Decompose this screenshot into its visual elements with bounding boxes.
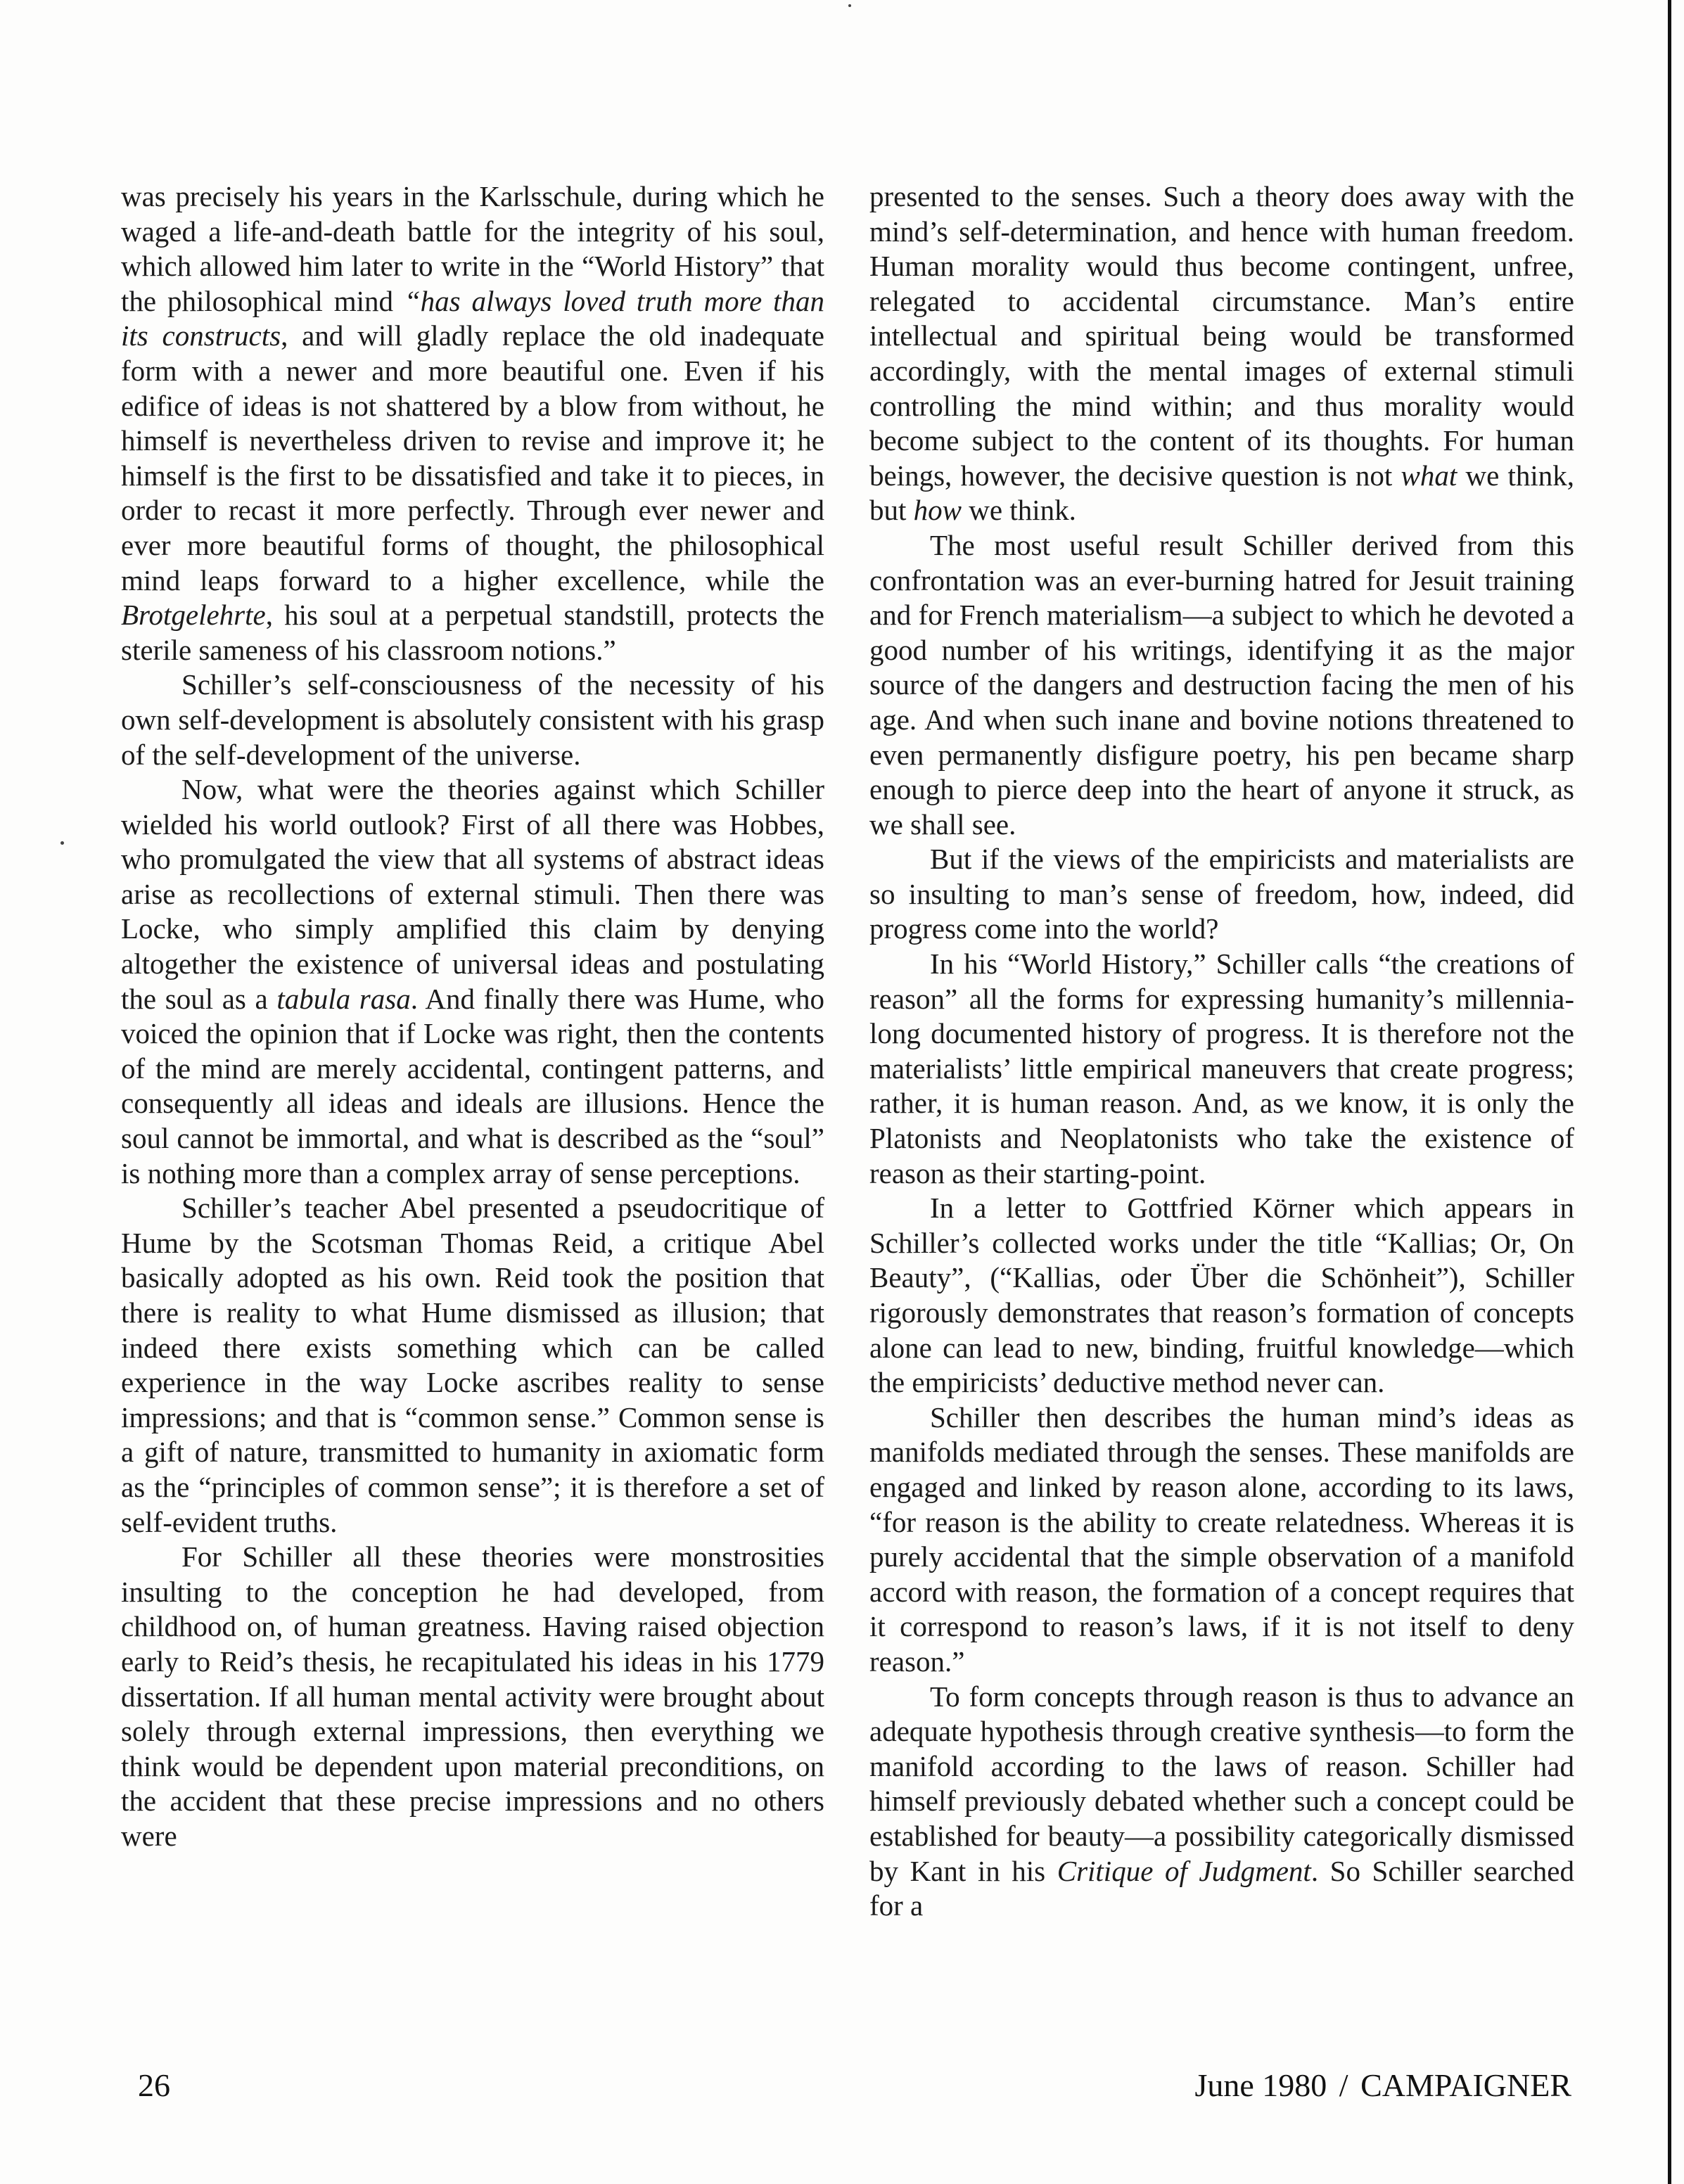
text-run: Now, what were the theories against which Schiller wielded his world outlook? First of all there was Hobbes, who promulgated the view that all systems of abstract ideas arise as recollections of external stimuli. Then there was Locke, who simply amplified this claim by denying altogether the existence of universal ideas and postulating the soul as a <box>121 773 824 1015</box>
paragraph <box>869 528 1574 842</box>
text-run: Schiller then describes the human mind’s ideas as manifolds mediated through the senses. These manifolds are engaged and linked by reason alone, according to its laws, “for reason is the ability to create relatedness. Whereas it is purely accidental that the simple observation of a manifold accord with reason, the formation of a concept requires that it correspond to reason’s laws, if it is not itself to deny reason.” <box>869 1400 1574 1678</box>
paragraph <box>869 1680 1574 1924</box>
running-footer <box>1194 2067 1571 2104</box>
paragraph <box>869 947 1574 1191</box>
text-run: For Schiller all these theories were monstrosities insulting to the conception he had developed, from childhood on, of human greatness. Having raised objection early to Reid’s thesis, he recapitulated his ideas in his 1779 dissertation. If all human mental activity were brought about solely through external impressions, then everything we think would be dependent upon material preconditions, on the accident that these precise impressions and no others were <box>121 1540 824 1852</box>
page-edge-rule <box>1668 0 1671 2184</box>
text-run: . And finally there was Hume, who voiced the opinion that if Locke was right, then the contents of the mind are merely accidental, contingent patterns, and consequently all ideas and ideals are illusions. Hence the soul cannot be immortal, and what is described as the “soul” is nothing more than a complex array of sense perceptions. <box>121 982 824 1189</box>
text-run: presented to the senses. Such a theory does away with the mind’s self-determination, and hence with human freedom. Human morality would thus become contingent, unfree, relegated to accidental circumstance. Man’s entire intellectual and spiritual being would be transformed accordingly, with the mental images of external stimuli controlling the mind within; and thus morality would become subject to the content of its thoughts. For human beings, however, the decisive question is not <box>869 180 1574 492</box>
scan-speck <box>60 841 64 845</box>
paragraph <box>869 179 1574 528</box>
text-run: we think, but <box>869 459 1574 527</box>
italic-text: how <box>913 494 962 527</box>
text-run: Schiller’s teacher Abel presented a pseudocritique of Hume by the Scotsman Thomas Reid, a critique Abel basically adopted as his own. Reid took the position that there is reality to what Hume dismissed as illusion; that indeed there exists something which can be called experience in the way Locke ascribes reality to sense impressions; and that is “common sense.” Common sense is a gift of nature, transmitted to humanity in axiomatic form as the “principles of common sense”; it is therefore a set of self-evident truths. <box>121 1192 824 1538</box>
text-run: was precisely his years in the Karlsschule, during which he waged a life-and-death battle for the integrity of his soul, which allowed him later to write in the “World History” that the philosophical mind <box>121 180 824 317</box>
text-run: , his soul at a perpetual standstill, protects the sterile sameness of his classroom notions.” <box>121 599 824 666</box>
italic-text: Critique of Judgment <box>1057 1854 1311 1887</box>
paragraph <box>121 1540 824 1853</box>
right-column <box>869 179 1574 1924</box>
text-run: In a letter to Gottfried Körner which appears in Schiller’s collected works under the title “Kallias; Or, On Beauty”, (“Kallias, oder Über die Schönheit”), Schiller rigorously demonstrates that reason’s formation of concepts alone can lead to new, binding, fruitful knowledge—which the empiricists’ deductive method never can. <box>869 1192 1574 1399</box>
italic-text: “has always loved truth more than its constructs <box>121 284 824 352</box>
left-column <box>121 179 824 1854</box>
italic-text: Brotgelehrte <box>121 599 266 632</box>
text-run: The most useful result Schiller derived from this confrontation was an ever-burning hatred for Jesuit training and for French materialism—a subject to which he devoted a good number of his writings, identifying it as the major source of the dangers and destruction facing the men of his age. And when such inane and bovine notions threatened to even permanently disfigure poetry, his pen became sharp enough to pierce deep into the heart of anyone it struck, as we shall see. <box>869 528 1574 841</box>
paragraph <box>869 1400 1574 1680</box>
footer-separator: / <box>1339 2067 1348 2103</box>
italic-text: what <box>1401 459 1457 492</box>
text-run: we think. <box>962 494 1076 527</box>
page-number: 26 <box>138 2067 170 2103</box>
text-run: Schiller’s self-consciousness of the necessity of his own self-development is absolutely consistent with his grasp of the self-development of the universe. <box>121 668 824 771</box>
paragraph <box>121 668 824 772</box>
paragraph <box>121 772 824 1191</box>
publication-name: CAMPAIGNER <box>1360 2067 1571 2103</box>
text-run: But if the views of the empiricists and materialists are so insulting to man’s sense of freedom, how, indeed, did progress come into the world? <box>869 843 1574 945</box>
paragraph <box>869 1191 1574 1400</box>
text-run: To form concepts through reason is thus to advance an adequate hypothesis through creative synthesis—to form the manifold according to the laws of reason. Schiller had himself previously debated whether such a concept could be established for beauty—a possibility categorically dismissed by Kant in his <box>869 1680 1574 1887</box>
paragraph <box>121 179 824 668</box>
paragraph <box>121 1191 824 1540</box>
issue-date: June 1980 <box>1194 2067 1327 2103</box>
text-run: In his “World History,” Schiller calls “the creations of reason” all the forms for expressing humanity’s millennia-long documented history of progress. It is therefore not the materialists’ little empirical maneuvers that create progress; rather, it is human reason. And, as we know, it is only the Platonists and Neoplatonists who take the existence of reason as their starting-point. <box>869 947 1574 1189</box>
text-run: , and will gladly replace the old inadequate form with a newer and more beautiful one. Even if his edifice of ideas is not shattered by a blow from without, he himself is nevertheless driven to revise and improve it; he himself is the first to be dissatisfied and take it to pieces, in order to recast it more perfectly. Through ever newer and ever more beautiful forms of thought, the philosophical mind leaps forward to a higher excellence, while the <box>121 319 824 596</box>
text-run: . So Schiller searched for a <box>869 1854 1575 1922</box>
scan-speck <box>848 4 851 7</box>
italic-text: tabula rasa <box>276 982 411 1015</box>
paragraph <box>869 842 1574 947</box>
